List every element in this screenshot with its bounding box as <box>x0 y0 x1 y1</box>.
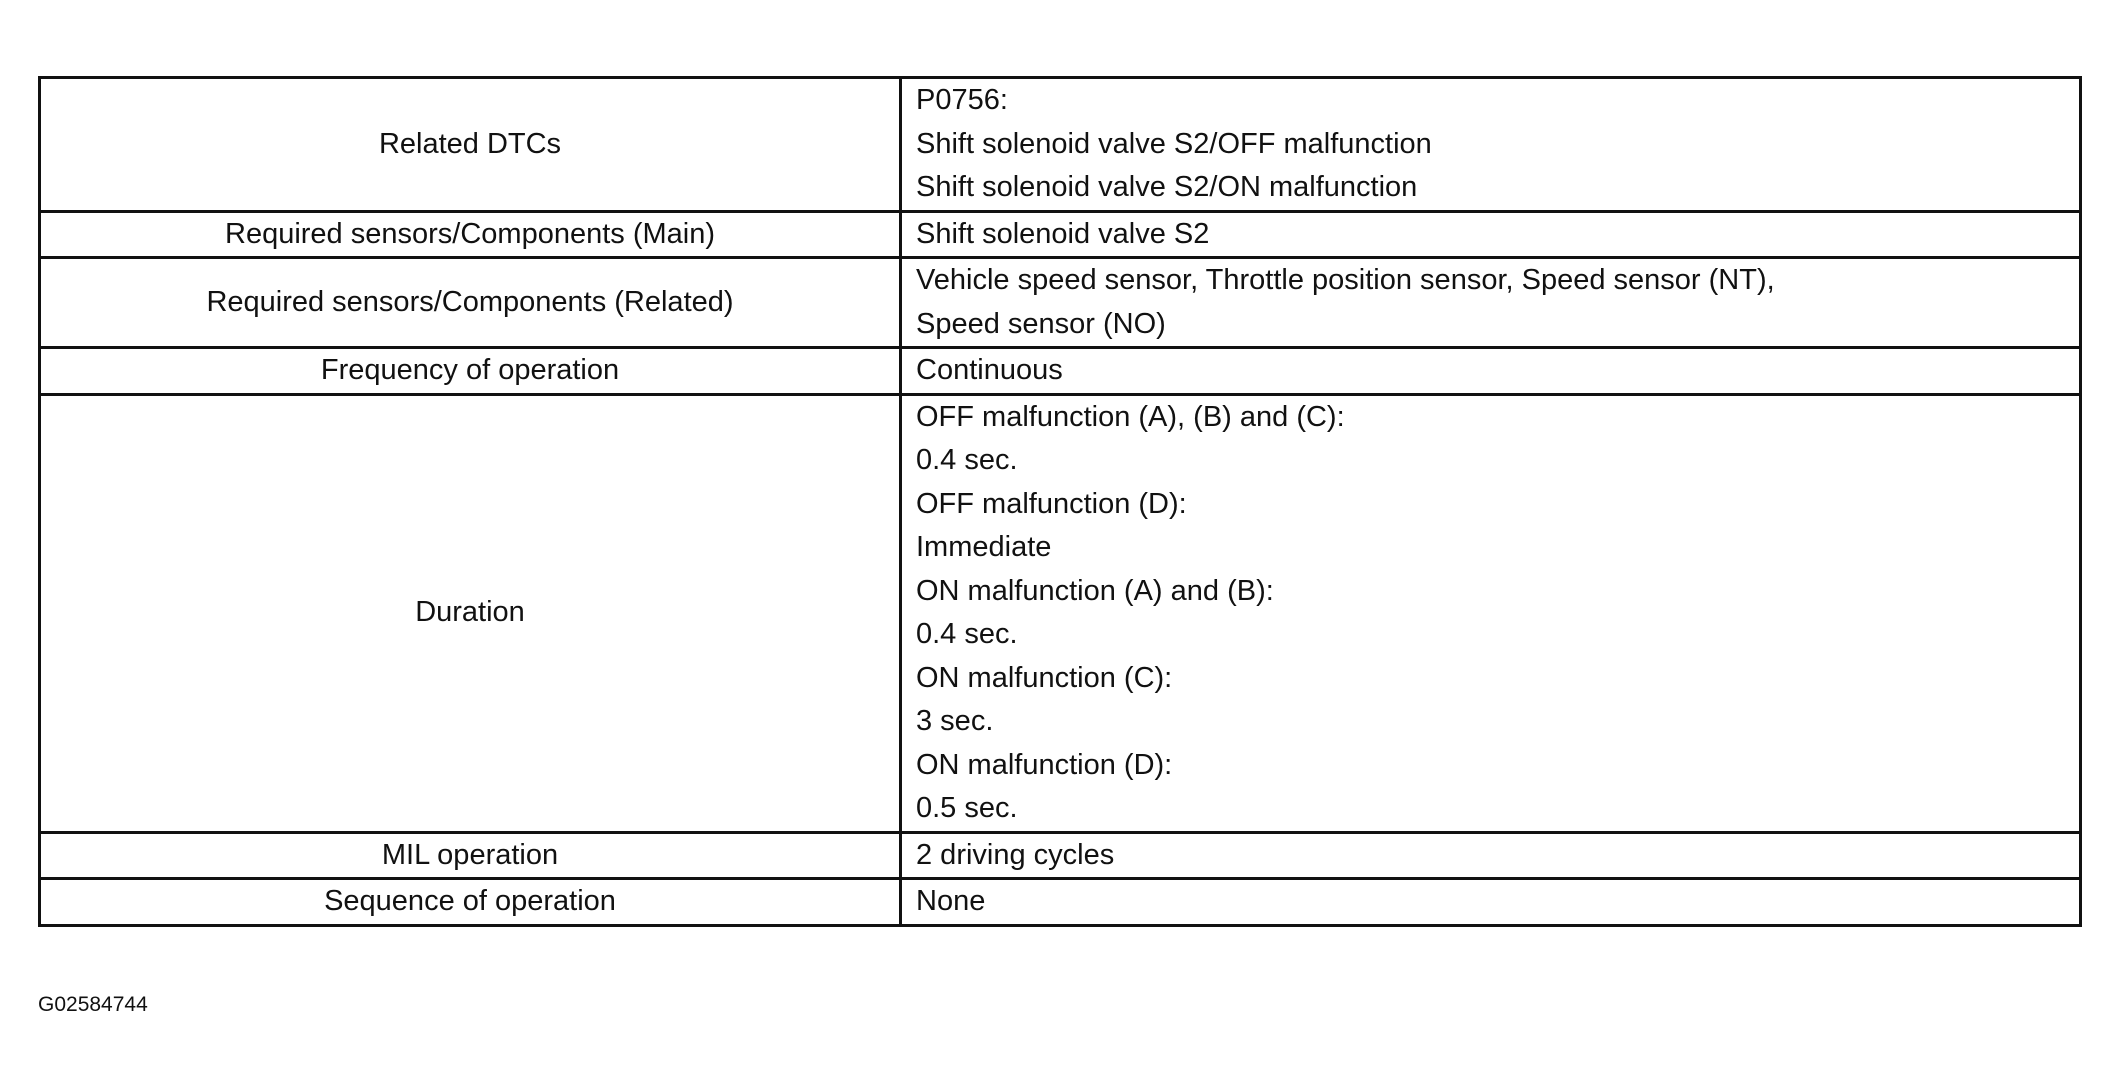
row-value <box>901 211 2081 258</box>
row-value <box>901 348 2081 395</box>
table-row-duration <box>40 394 2081 832</box>
value-line: 3 sec. <box>916 705 994 737</box>
row-value <box>901 394 2081 832</box>
row-label: Required sensors/Components (Main) <box>40 211 901 258</box>
value-line: Shift solenoid valve S2/OFF malfunction <box>916 127 1432 160</box>
value-line: ON malfunction (C): <box>916 661 1173 694</box>
value-line: Shift solenoid valve S2 <box>916 217 1210 250</box>
row-value <box>901 832 2081 879</box>
value-line: Shift solenoid valve S2/ON malfunction <box>916 171 1418 203</box>
value-line: ON malfunction (A) and (B): <box>916 574 1274 607</box>
row-value <box>901 78 2081 212</box>
table-row-required-related <box>40 258 2081 348</box>
value-line: 0.5 sec. <box>916 792 1018 824</box>
table-row-sequence <box>40 879 2081 926</box>
value-line: 2 driving cycles <box>916 838 1115 871</box>
value-line: 0.4 sec. <box>916 444 1018 476</box>
row-label: Required sensors/Components (Related) <box>40 258 901 348</box>
value-line: ON malfunction (D): <box>916 748 1173 781</box>
row-label: Duration <box>40 394 901 832</box>
value-line: Immediate <box>916 531 1052 563</box>
value-line: OFF malfunction (D): <box>916 487 1187 520</box>
row-value <box>901 879 2081 926</box>
value-line: Continuous <box>916 354 1063 386</box>
row-label: Frequency of operation <box>40 348 901 395</box>
value-line: Vehicle speed sensor, Throttle position sensor, Speed sensor (NT), <box>916 264 1775 296</box>
value-line: None <box>916 885 986 917</box>
value-line: OFF malfunction (A), (B) and (C): <box>916 400 1345 433</box>
figure-id: G02584744 <box>38 993 148 1016</box>
row-value <box>901 258 2081 348</box>
table-row-frequency <box>40 348 2081 395</box>
table-row-related-dtcs <box>40 78 2081 212</box>
value-line: 0.4 sec. <box>916 618 1018 650</box>
value-line: Speed sensor (NO) <box>916 307 1166 340</box>
spec-table <box>38 76 2082 927</box>
row-label: MIL operation <box>40 832 901 879</box>
row-label: Sequence of operation <box>40 879 901 926</box>
row-label: Related DTCs <box>40 78 901 212</box>
value-line: P0756: <box>916 84 1008 116</box>
table-row-mil-operation <box>40 832 2081 879</box>
table-row-required-main <box>40 211 2081 258</box>
